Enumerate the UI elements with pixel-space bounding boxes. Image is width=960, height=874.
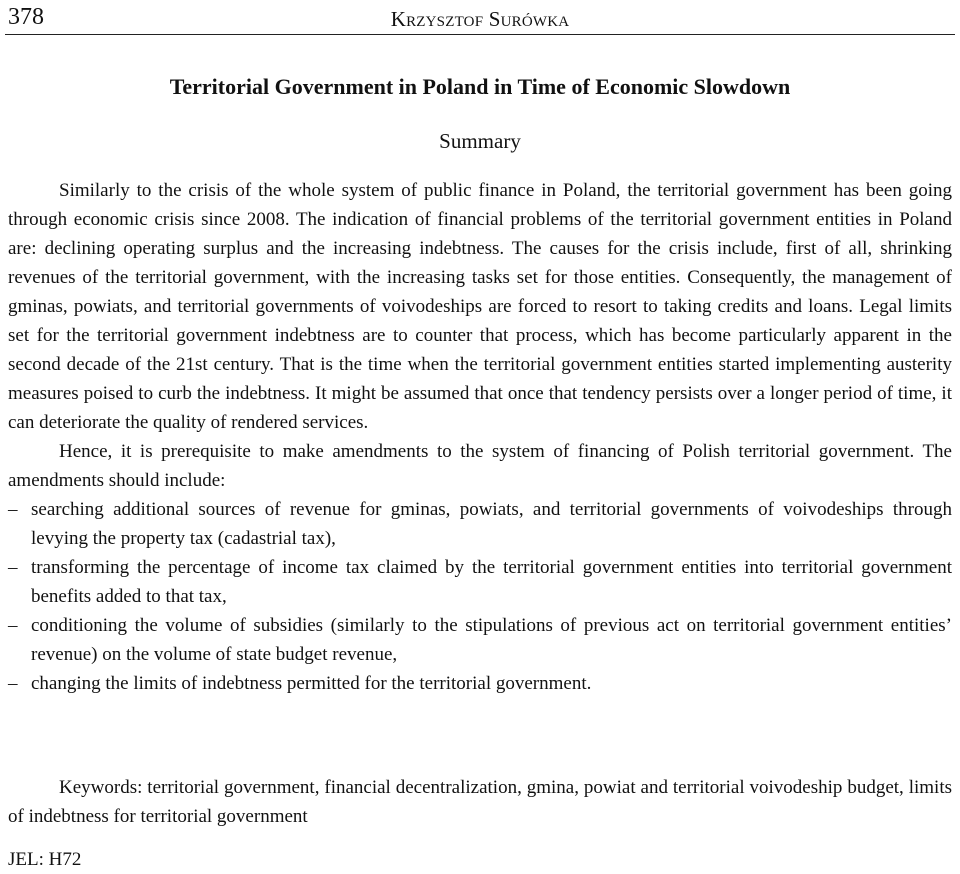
summary-body — [8, 176, 952, 698]
keywords: Keywords: territorial government, financial decentralization, gmina, powiat and territorial voivodeship budget, limits of indebtness for territorial government — [8, 777, 952, 827]
running-header-author: Krzysztof Surówka — [390, 7, 570, 31]
page-number: 378 — [8, 4, 44, 30]
summary-paragraph: Hence, it is prerequisite to make amendments to the system of financing of Polish territorial government. The amendments should include: — [8, 441, 952, 491]
list-item-text: transforming the percentage of income tax claimed by the territorial government entities into territorial government benefits added to that tax, — [31, 557, 952, 607]
dash-bullet-icon: – — [8, 557, 18, 578]
list-item-text: searching additional sources of revenue for gminas, powiats, and territorial governments of voivodeships through levying the property tax (cadastrial tax), — [31, 499, 952, 549]
list-item — [8, 611, 952, 669]
dash-bullet-icon: – — [8, 673, 18, 694]
list-item-text: changing the limits of indebtness permitted for the territorial government. — [31, 673, 592, 694]
dash-bullet-icon: – — [8, 615, 18, 636]
header-rule — [5, 34, 955, 35]
list-item — [8, 495, 952, 553]
list-item — [8, 669, 952, 698]
running-header — [8, 2, 952, 34]
dash-bullet-icon: – — [8, 499, 18, 520]
jel-classification: JEL: H72 — [8, 849, 82, 870]
summary-heading: Summary — [439, 129, 521, 153]
list-item — [8, 553, 952, 611]
summary-paragraph: Similarly to the crisis of the whole system of public finance in Poland, the territorial government has been going through economic crisis since 2008. The indication of financial problems of the territorial government entities in Poland are: declining operating surplus and the increasing indebtness. The causes for the crisis include, first of all, shrinking revenues of the territorial government, with the increasing tasks set for those entities. Consequently, the management of gminas, powiats, and territorial governments of voivodeships are forced to resort to taking credits and loans. Legal limits set for the territorial government indebtness are to counter that process, which has become particularly apparent in the second decade of the 21st century. That is the time when the territorial government entities started implementing austerity measures poised to curb the indebtness. It might be assumed that once that tendency persists over a longer period of time, it can deteriorate the quality of rendered services. — [8, 180, 952, 433]
amendments-list — [8, 495, 952, 698]
article-title: Territorial Government in Poland in Time of Economic Slowdown — [169, 74, 791, 99]
list-item-text: conditioning the volume of subsidies (similarly to the stipulations of previous act on territorial government entities’ revenue) on the volume of state budget revenue, — [31, 615, 952, 665]
